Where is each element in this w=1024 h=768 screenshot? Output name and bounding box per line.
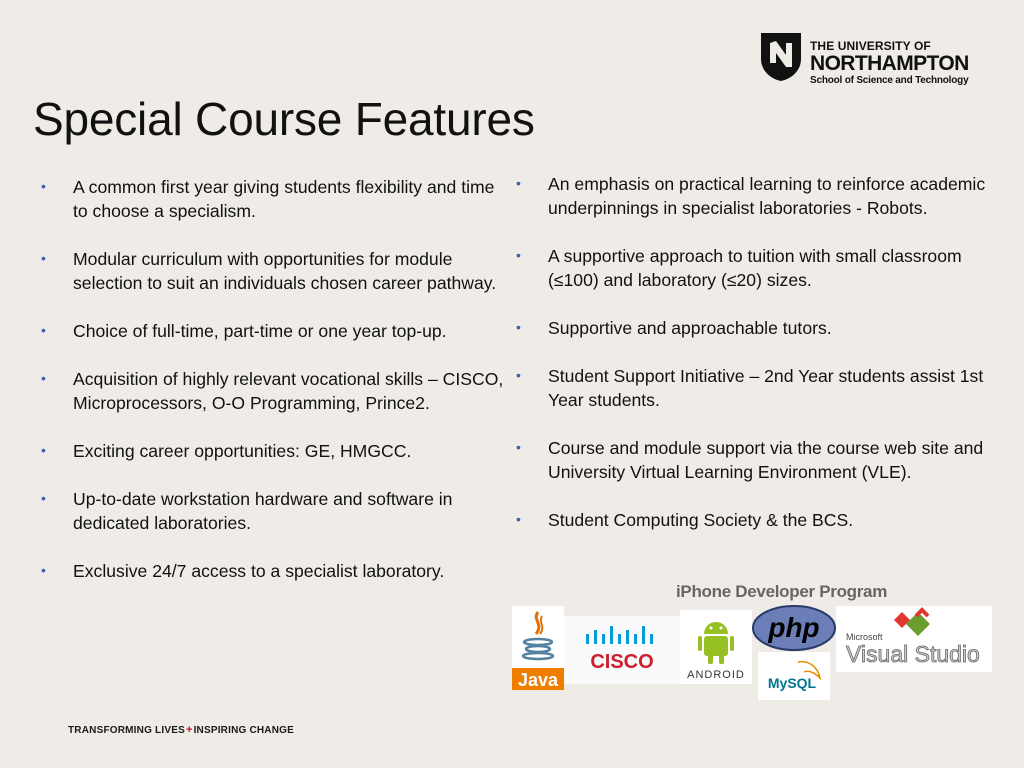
bullet-icon: • (41, 322, 46, 338)
list-item (41, 175, 511, 223)
bullet-text: An emphasis on practical learning to reinforce academic underpinnings in specialist laboratories - Robots. (548, 174, 986, 218)
bullet-icon: • (41, 562, 46, 578)
bullet-icon: • (41, 250, 46, 266)
bullet-icon: • (516, 175, 521, 191)
bullet-icon: • (516, 247, 521, 263)
footer-tagline (68, 724, 294, 736)
list-item (41, 439, 511, 463)
bullet-text: Acquisition of highly relevant vocational skills – CISCO, Microprocessors, O-O Programming, Prince2. (73, 369, 504, 413)
bullet-icon: • (516, 319, 521, 335)
tagline-part-1: TRANSFORMING LIVES (68, 725, 185, 736)
bullet-text: Up-to-date workstation hardware and software in dedicated laboratories. (73, 489, 453, 533)
php-text: php (768, 612, 820, 643)
list-item (516, 364, 986, 412)
android-robot-icon (680, 610, 752, 684)
logo-line-3: School of Science and Technology (810, 75, 969, 86)
logo-line-1: THE UNIVERSITY OF (810, 39, 931, 53)
logo-line-2: NORTHAMPTON (810, 52, 969, 75)
cisco-bars-icon (564, 616, 680, 684)
bullet-text: Choice of full-time, part-time or one year top-up. (73, 321, 447, 341)
iphone-developer-text: iPhone Developer Program (676, 582, 888, 601)
university-logo (757, 26, 977, 90)
visual-studio-icon (836, 606, 992, 672)
android-logo (680, 610, 752, 684)
android-text: ANDROID (687, 669, 745, 681)
bullet-icon: • (516, 511, 521, 527)
list-item (516, 172, 986, 220)
java-logo (512, 606, 564, 690)
bullet-text: Student Computing Society & the BCS. (548, 510, 854, 530)
mysql-dolphin-icon (758, 652, 830, 700)
bullet-text: A supportive approach to tuition with small classroom (≤100) and laboratory (≤20) sizes. (548, 246, 962, 290)
list-item (41, 367, 511, 415)
java-cup-icon (512, 606, 564, 690)
list-item (516, 436, 986, 484)
bullet-icon: • (516, 367, 521, 383)
php-oval-icon (752, 604, 836, 652)
iphone-developer-logo (672, 582, 887, 602)
left-bullet-list (41, 175, 511, 607)
list-item (516, 508, 986, 532)
list-item (41, 319, 511, 343)
mysql-text: MySQL (767, 675, 817, 691)
bullet-text: Supportive and approachable tutors. (548, 318, 832, 338)
bullet-text: Student Support Initiative – 2nd Year students assist 1st Year students. (548, 366, 984, 410)
list-item (41, 247, 511, 295)
bullet-icon: • (516, 439, 521, 455)
visual-studio-text: Visual Studio (846, 641, 980, 667)
bullet-text: Exclusive 24/7 access to a specialist laboratory. (73, 561, 445, 581)
university-crest-icon (757, 29, 805, 83)
right-bullet-list (516, 172, 986, 556)
tagline-part-2: INSPIRING CHANGE (193, 725, 294, 736)
bullet-icon: • (41, 178, 46, 194)
bullet-text: Modular curriculum with opportunities for module selection to suit an individuals chosen career pathway. (73, 249, 497, 293)
java-text: Java (517, 670, 559, 690)
bullet-text: Course and module support via the course web site and University Virtual Learning Environment (VLE). (548, 438, 984, 482)
mysql-logo (758, 652, 830, 700)
cisco-logo (564, 616, 680, 684)
page-title: Special Course Features (33, 93, 535, 145)
cisco-text: CISCO (590, 651, 654, 673)
php-logo (752, 604, 836, 652)
list-item (41, 559, 511, 583)
bullet-icon: • (41, 370, 46, 386)
bullet-icon: • (41, 490, 46, 506)
plus-icon: + (185, 724, 193, 736)
visual-studio-logo (836, 606, 992, 672)
list-item (516, 316, 986, 340)
bullet-text: A common first year giving students flexibility and time to choose a specialism. (73, 177, 495, 221)
list-item (41, 487, 511, 535)
bullet-text: Exciting career opportunities: GE, HMGCC. (73, 441, 412, 461)
list-item (516, 244, 986, 292)
bullet-icon: • (41, 442, 46, 458)
microsoft-text: Microsoft (846, 632, 883, 642)
